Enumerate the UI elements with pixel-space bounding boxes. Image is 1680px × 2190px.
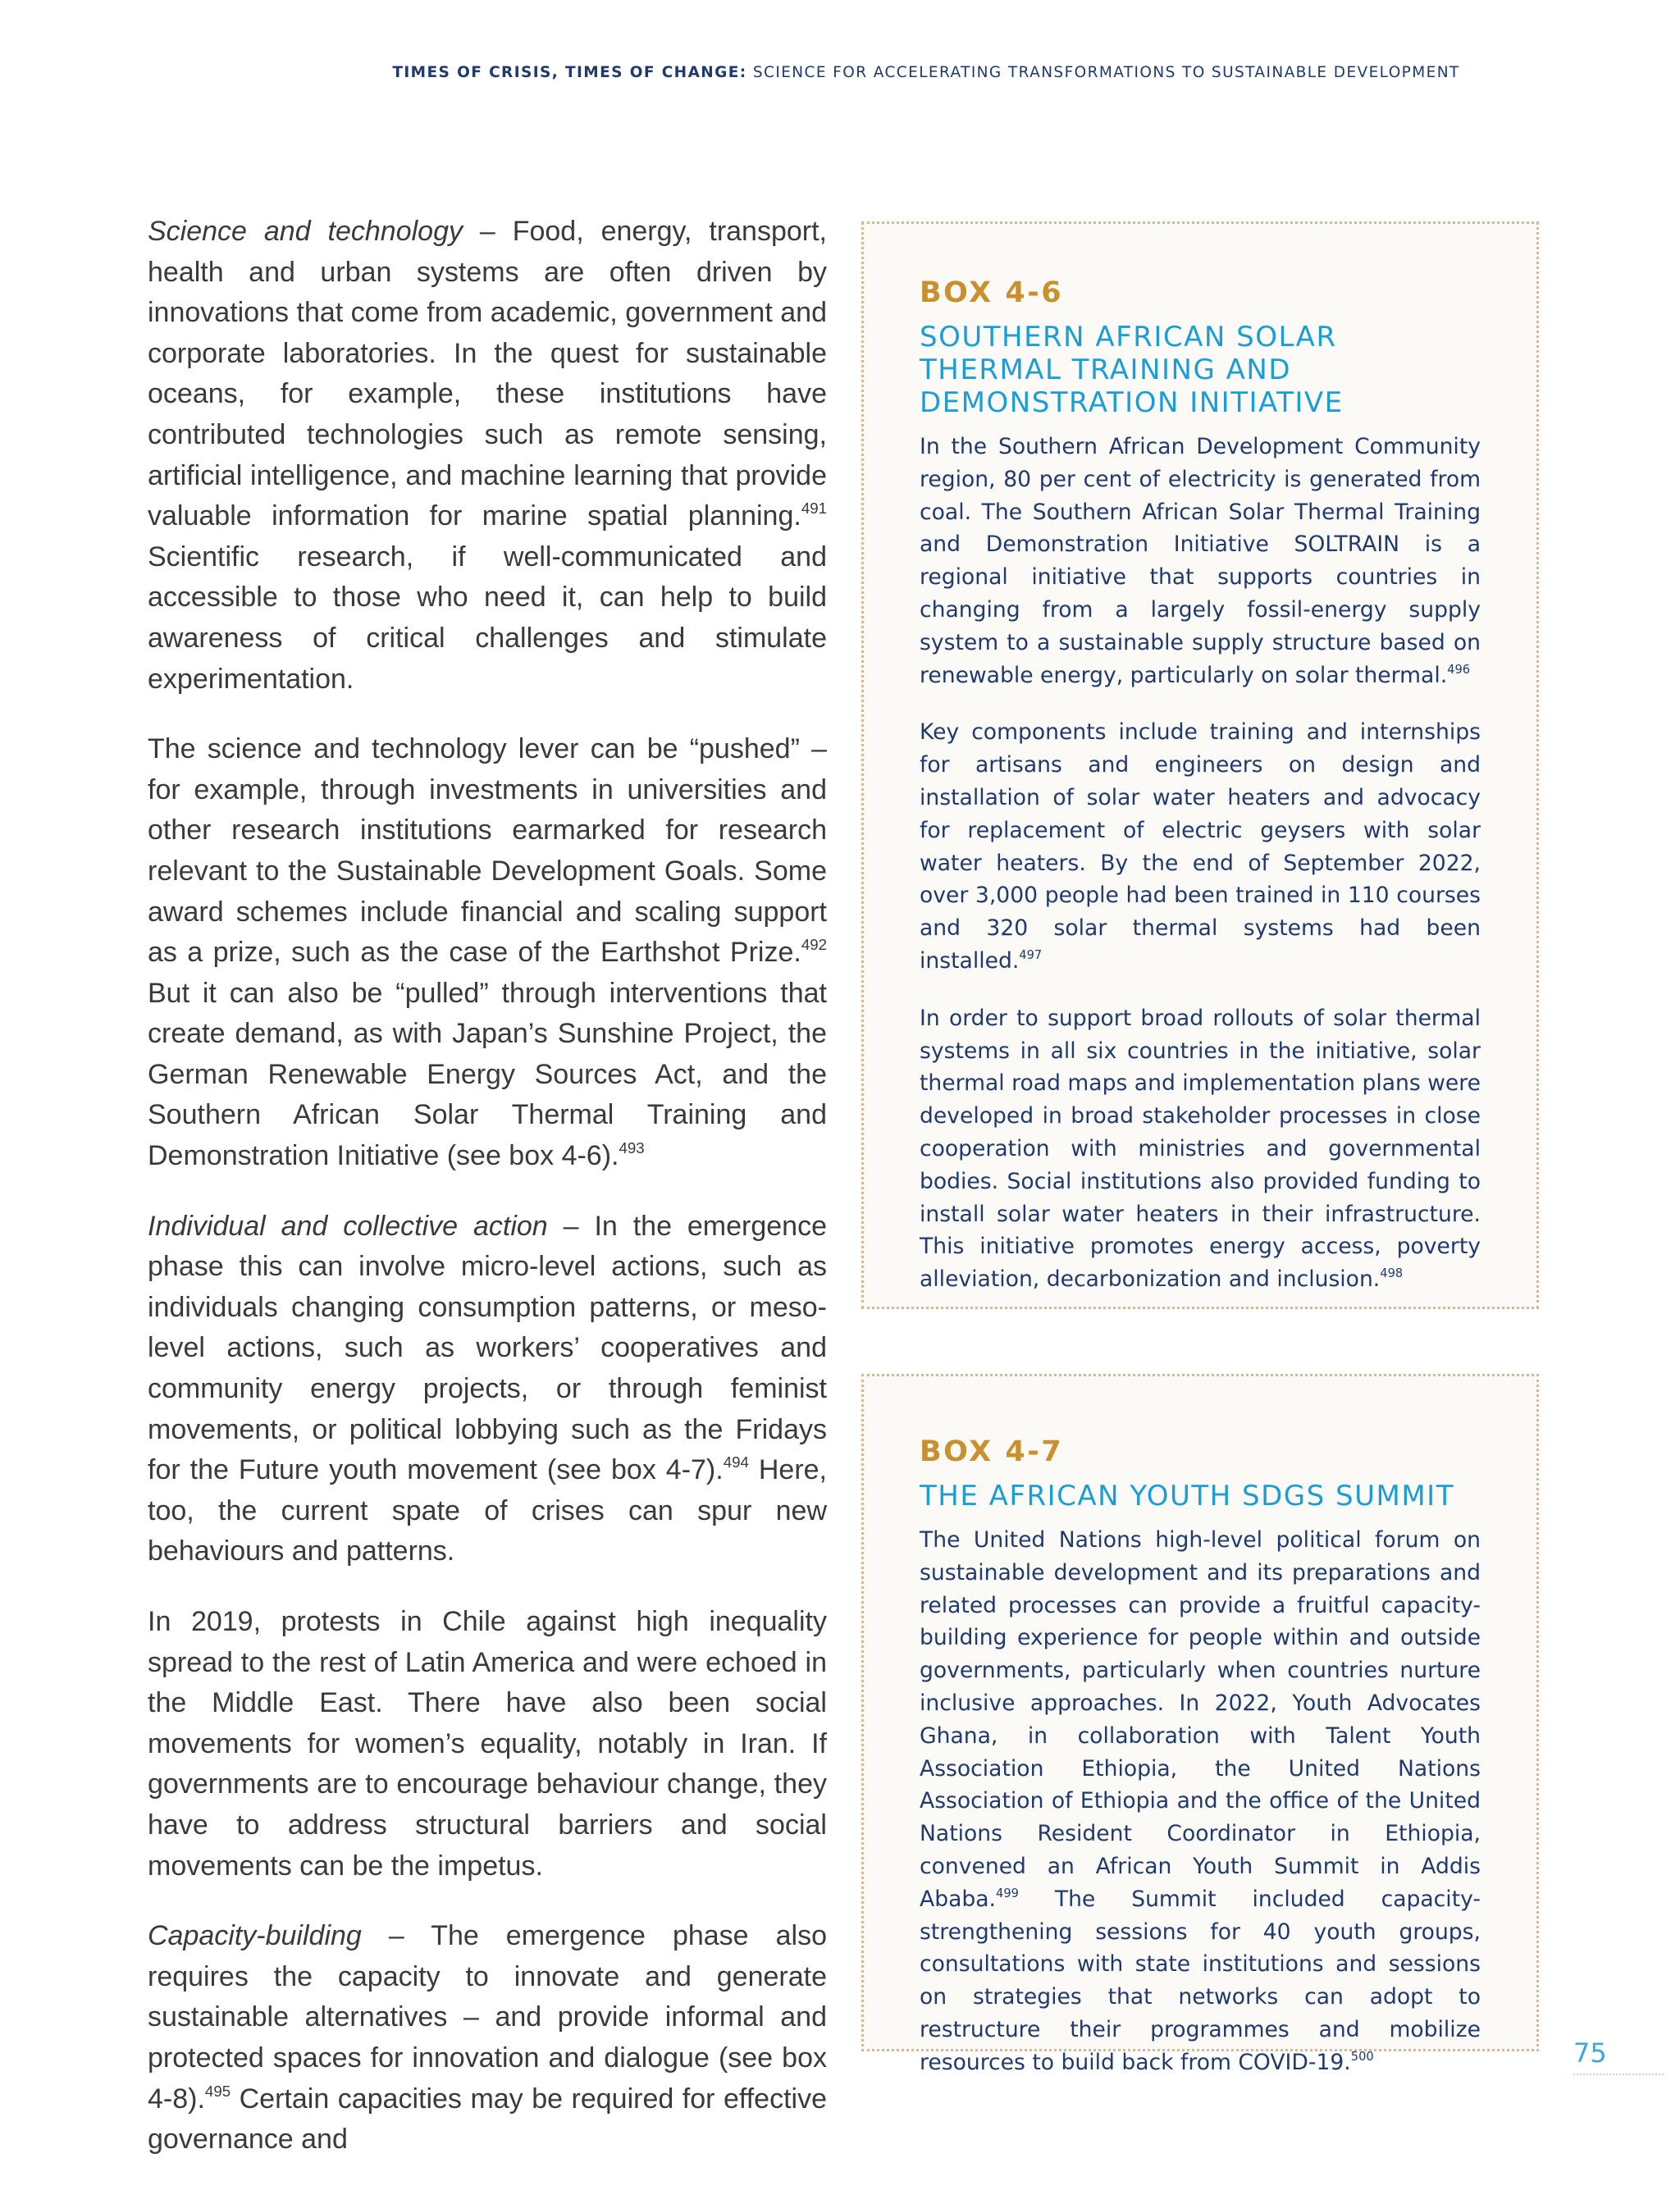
running-header-series: TIMES OF CRISIS, TIMES OF CHANGE: — [392, 64, 747, 81]
footnote-ref: 497 — [1019, 947, 1043, 962]
footnote-ref: 498 — [1380, 1266, 1404, 1281]
footnote-ref: 492 — [801, 936, 827, 954]
page-number-rule — [1573, 2074, 1664, 2075]
box-4-7 — [861, 1374, 1539, 2075]
box-paragraph — [920, 716, 1481, 977]
box-number: BOX 4-6 — [920, 276, 1064, 309]
box-paragraph — [920, 1524, 1481, 2079]
box-paragraph — [920, 431, 1481, 691]
paragraph-text: Scientific research, if well-communicated and accessible to those who need it, can help to build awareness of critical challenges and stimulate experimentation. — [148, 541, 827, 695]
footnote-ref: 494 — [723, 1453, 749, 1471]
paragraph-text: Certain capacities may be required for effective governance and — [148, 2083, 827, 2156]
footnote-ref: 495 — [204, 2082, 231, 2100]
box-paragraph-text: The United Nations high-level political forum on sustainable development and its preparations and related processes can provide a fruitful capacity-building experience for people within and outside governments, particularly when countries nurture inclusive approaches. In 2022, Youth Advocates Ghana, in collaboration with Talent Youth Association Ethiopia, the United Nations Association of Ethiopia and the office of the United Nations Resident Coordinator in Ethiopia, convened an African Youth Summit in Addis Ababa. — [920, 1527, 1481, 1912]
box-title-line: DEMONSTRATION INITIATIVE — [920, 386, 1344, 419]
running-header-title: SCIENCE FOR ACCELERATING TRANSFORMATIONS TO SUSTAINABLE DEVELOPMENT — [746, 64, 1460, 81]
box-paragraph-text: In the Southern African Development Community region, 80 per cent of electricity is generated from coal. The Southern African Solar Thermal Training and Demonstration Initiative SOLTRAIN is a regional initiative that supports countries in changing from a largely fossil-energy supply system to a sustainable supply structure based on renewable energy, particularly on solar thermal. — [920, 434, 1481, 688]
main-text-column — [148, 212, 827, 2190]
box-paragraph-text: In order to support broad rollouts of solar thermal systems in all six countries in the initiative, solar thermal road maps and implementation plans were developed in broad stakeholder processes in close cooperation with ministries and governmental bodies. Social institutions also provided funding to install solar water heaters in their infrastructure. This initiative promotes energy access, poverty alleviation, decarbonization and inclusion. — [920, 1005, 1481, 1293]
box-title-line: THERMAL TRAINING AND — [920, 354, 1292, 386]
paragraph-protests — [148, 1602, 827, 1887]
footnote-ref: 491 — [801, 500, 827, 518]
footnote-ref: 499 — [996, 1886, 1019, 1900]
paragraph-capacity-building — [148, 1916, 827, 2160]
box-paragraph-text: The Summit included capacity-strengthening sessions for 40 youth groups, consultations with state institutions and sessions on strategies that networks can adopt to restructure their programmes and mobilize resources to build back from COVID-19. — [920, 1886, 1481, 2075]
footnote-ref: 500 — [1350, 2049, 1374, 2064]
box-paragraph — [920, 1002, 1481, 1296]
paragraph-text: – The emergence phase also requires the capacity to innovate and generate sustainable alternatives – and provide informal and protected spaces for innovation and dialogue (see box 4-8). — [148, 1920, 827, 2115]
paragraph-individual-collective — [148, 1207, 827, 1572]
paragraph-lead: Individual and collective action — [148, 1210, 548, 1242]
paragraph-text: The science and technology lever can be “pushed” – for example, through investments in universities and other research institutions earmarked for research relevant to the Sustainable Development Goals. Some award schemes include financial and scaling support as a prize, such as the case of the Earthshot Prize. — [148, 733, 827, 969]
box-4-6 — [861, 221, 1539, 1309]
box-paragraph-text: Key components include training and internships for artisans and engineers on design and installation of solar water heaters and advocacy for replacement of electric geysers with solar water heaters. By the end of September 2022, over 3,000 people had been trained in 110 courses and 320 solar thermal systems had been installed. — [920, 719, 1481, 974]
page-number: 75 — [1573, 2037, 1607, 2069]
paragraph-text: But it can also be “pulled” through interventions that create demand, as with Japan’s Sunshine Project, the German Renewable Energy Sources Act, and the Southern African Solar Thermal Training and Demonstration Initiative (see box 4-6). — [148, 977, 827, 1172]
paragraph-text: – Food, energy, transport, health and urban systems are often driven by innovations that come from academic, government and corporate laboratories. In the quest for sustainable oceans, for example, these institutions have contributed technologies such as remote sensing, artificial intelligence, and machine learning that provide valuable information for marine spatial planning. — [148, 216, 827, 532]
paragraph-lead: Capacity-building — [148, 1920, 362, 1952]
paragraph-text: – In the emergence phase this can involve micro-level actions, such as individuals changing consumption patterns, or meso-level actions, such as workers’ cooperatives and community energy projects, or through feminist movements, or political lobbying such as the Fridays for the Future youth movement (see box 4-7). — [148, 1210, 827, 1486]
box-body — [920, 431, 1481, 1296]
footnote-ref: 496 — [1447, 662, 1471, 677]
footnote-ref: 493 — [619, 1139, 645, 1157]
paragraph-push-pull — [148, 729, 827, 1177]
running-header — [0, 64, 1680, 81]
paragraph-text: Here, too, the current spate of crises can spur new behaviours and patterns. — [148, 1454, 827, 1567]
box-number: BOX 4-7 — [920, 1435, 1064, 1468]
box-title-line: SOUTHERN AFRICAN SOLAR — [920, 321, 1337, 354]
paragraph-lead: Science and technology — [148, 216, 463, 247]
box-title — [920, 321, 1481, 419]
box-title: THE AFRICAN YOUTH SDGS SUMMIT — [920, 1480, 1454, 1512]
paragraph-text: In 2019, protests in Chile against high inequality spread to the rest of Latin America and were echoed in the Middle East. There have also been social movements for women’s equality, notably in Iran. If governments are to encourage behaviour change, they have to address structural barriers and social movements can be the impetus. — [148, 1606, 827, 1882]
box-body — [920, 1524, 1481, 2079]
paragraph-science-technology — [148, 212, 827, 700]
